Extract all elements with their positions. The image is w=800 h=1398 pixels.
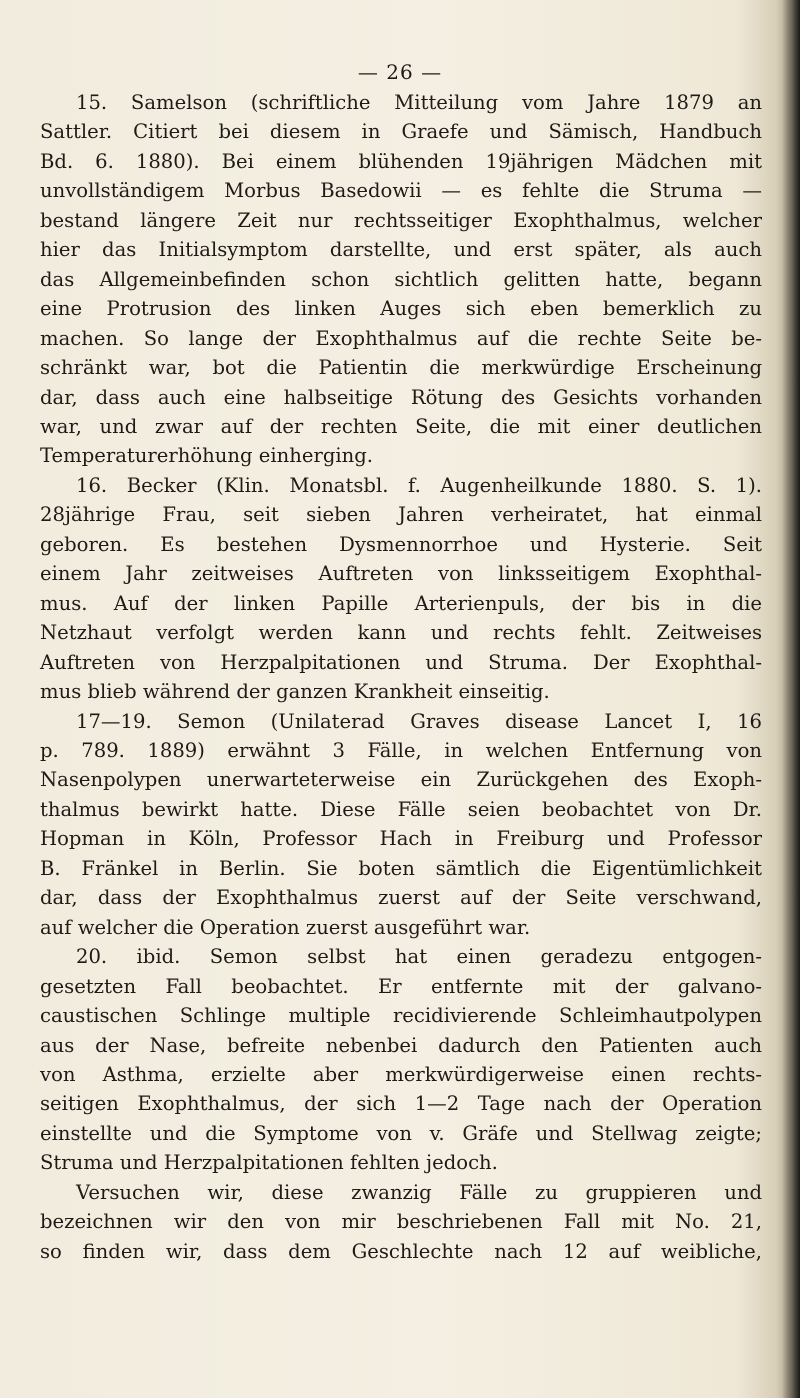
text-line: Bd. 6. 1880). Bei einem blühenden 19jährigen Mädchen mit (40, 149, 762, 173)
page-number: — 26 — (357, 60, 443, 84)
text-line: 15. Samelson (schriftliche Mitteilung vom Jahre 1879 an (76, 91, 762, 114)
text-line: caustischen Schlinge multiple recidivierende Schleimhautpolypen (40, 1004, 762, 1028)
text-line: Struma und Herzpalpitationen fehlten jedoch. (40, 1151, 498, 1175)
text-line: Temperaturerhöhung einherging. (40, 444, 374, 468)
text-line: 28jährige Frau, seit sieben Jahren verheiratet, hat einmal (40, 503, 762, 527)
text-line: gesetzten Fall beobachtet. Er entfernte mit der galvano- (40, 974, 762, 998)
text-line: bestand längere Zeit nur rechtsseitiger Exophthalmus, welcher (40, 208, 762, 232)
text-line: Hopman in Köln, Professor Hach in Freiburg und Professor (40, 827, 762, 851)
text-line: 20. ibid. Semon selbst hat einen geradezu entgogen- (76, 945, 762, 969)
text-line: mus. Auf der linken Papille Arterienpuls, der bis in die (40, 591, 762, 615)
text-line: Netzhaut verfolgt werden kann und rechts fehlt. Zeitweises (40, 621, 762, 645)
text-line: dar, dass der Exophthalmus zuerst auf der Seite verschwand, (40, 886, 762, 910)
text-line: 16. Becker (Klin. Monatsbl. f. Augenheilkunde 1880. S. 1). (76, 473, 762, 497)
text-line: schränkt war, bot die Patientin die merkwürdige Erscheinung (40, 356, 762, 380)
text-line: 17—19. Semon (Unilaterad Graves disease Lancet I, 16 (76, 709, 762, 733)
text-line: geboren. Es bestehen Dysmennorrhoe und Hysterie. Seit (40, 532, 762, 556)
text-line: p. 789. 1889) erwähnt 3 Fälle, in welchen Entfernung von (40, 738, 762, 762)
text-line: eine Protrusion des linken Auges sich eben bemerklich zu (40, 297, 762, 321)
text-line: B. Fränkel in Berlin. Sie boten sämtlich die Eigentümlichkeit (40, 856, 762, 880)
text-line: einstellte und die Symptome von v. Gräfe und Stellwag zeigte; (40, 1121, 762, 1145)
text-line: Auftreten von Herzpalpitationen und Struma. Der Exophthal- (40, 650, 762, 674)
text-line: seitigen Exophthalmus, der sich 1—2 Tage nach der Operation (40, 1092, 762, 1116)
text-line: Nasenpolypen unerwarteterweise ein Zurückgehen des Exoph- (40, 768, 762, 792)
text-line: einem Jahr zeitweises Auftreten von linksseitigem Exophthal- (40, 562, 762, 586)
text-line: war, und zwar auf der rechten Seite, die mit einer deutlichen (40, 414, 762, 438)
page-edge-shadow (782, 0, 800, 1398)
text-line: das Allgemeinbefinden schon sichtlich gelitten hatte, begann (40, 267, 762, 291)
text-line: hier das Initialsymptom darstellte, und erst später, als auch (40, 238, 762, 262)
text-line: aus der Nase, befreite nebenbei dadurch den Patienten auch (40, 1033, 762, 1057)
text-line: Versuchen wir, diese zwanzig Fälle zu gruppieren und (76, 1180, 762, 1204)
text-line: dar, dass auch eine halbseitige Rötung des Gesichts vorhanden (40, 385, 762, 409)
text-line: unvollständigem Morbus Basedowii — es fehlte die Struma — (40, 179, 762, 203)
text-line: auf welcher die Operation zuerst ausgeführt war. (40, 915, 531, 939)
text-line: thalmus bewirkt hatte. Diese Fälle seien beobachtet von Dr. (40, 797, 762, 821)
body-text (40, 88, 762, 1266)
text-line: Sattler. Citiert bei diesem in Graefe und Sämisch, Handbuch (40, 120, 762, 144)
text-line: so finden wir, dass dem Geschlechte nach 12 auf weibliche, (40, 1239, 762, 1263)
text-line: machen. So lange der Exophthalmus auf die rechte Seite be- (40, 326, 762, 350)
text-line: mus blieb während der ganzen Krankheit einseitig. (40, 680, 550, 704)
text-line: von Asthma, erzielte aber merkwürdigerweise einen rechts- (40, 1062, 762, 1086)
text-line: bezeichnen wir den von mir beschriebenen Fall mit No. 21, (40, 1210, 762, 1234)
